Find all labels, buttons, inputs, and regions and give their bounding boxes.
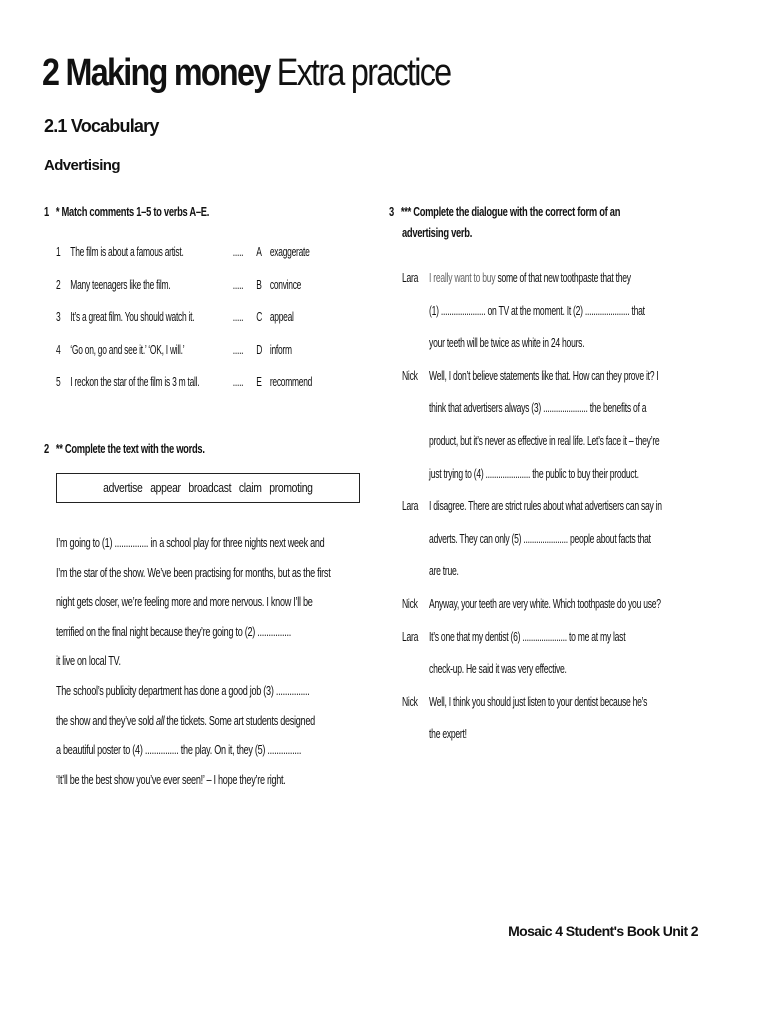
speaker-name: Nick	[402, 367, 418, 383]
match-n: 1	[56, 244, 61, 259]
dialogue-turn	[402, 686, 699, 751]
match-verb: convince	[269, 276, 302, 292]
match-n: 3	[56, 309, 61, 325]
dialogue-line: are true.	[429, 563, 459, 579]
exercise-1-heading: 1 * Match comments 1–5 to verbs A–E.	[44, 204, 210, 219]
dialogue-line: the expert!	[429, 726, 467, 742]
speaker-name: Nick	[402, 693, 418, 709]
word-box-words: advertise appear broadcast claim promoting	[103, 480, 313, 495]
match-row	[56, 342, 362, 375]
match-blank: .....	[232, 341, 244, 357]
dialogue-lines	[429, 490, 699, 588]
match-text: It’s a great film. You should watch it.	[70, 309, 195, 325]
match-verb: recommend	[269, 374, 313, 390]
dialogue-line: your teeth will be twice as white in 24 hours.	[429, 335, 585, 351]
match-verb: appeal	[269, 309, 294, 325]
match-text: Many teenagers like the film.	[70, 276, 171, 292]
match-blank: .....	[232, 244, 244, 259]
match-verb: inform	[269, 341, 292, 357]
dialogue-line: adverts. They can only (5) ..................... people about facts that	[429, 530, 651, 546]
match-letter: B	[256, 276, 262, 292]
text-line	[56, 706, 361, 736]
match-text: I reckon the star of the film is 3 m tall.	[70, 374, 200, 390]
match-row	[56, 244, 362, 277]
match-n: 2	[56, 276, 61, 292]
text-segment: I really want to buy	[429, 270, 496, 285]
word-box	[56, 473, 360, 503]
match-letter: C	[256, 309, 263, 325]
dialogue-line: I disagree. There are strict rules about what advertisers can say in	[429, 498, 662, 514]
dialogue-lines	[429, 621, 699, 686]
dialogue-line: product, but it’s never as effective in real life. Let’s face it – they’re	[429, 432, 660, 448]
dialogue-line	[429, 262, 699, 295]
dialogue-line: just trying to (4) ..................... the public to buy their product.	[429, 465, 639, 481]
match-letter: A	[256, 244, 262, 259]
speaker-name: Lara	[402, 498, 419, 514]
match-blank: .....	[232, 309, 244, 325]
text-line: terrified on the final night because they’re going to (2) ...............	[56, 623, 292, 639]
match-row	[56, 277, 362, 310]
dialogue-turn	[402, 621, 699, 686]
dialogue-line: think that advertisers always (3) ..................... the benefits of a	[429, 400, 647, 416]
dialogue-line: It’s one that my dentist (6) ..................... to me at my last	[429, 628, 626, 644]
match-n: 5	[56, 374, 61, 390]
text-segment: the show and they’ve sold	[56, 712, 156, 728]
text-line: night gets closer, we’re feeling more and more nervous. I know I’ll be	[56, 594, 313, 610]
speaker-name: Lara	[402, 628, 419, 644]
match-blank: .....	[232, 374, 244, 390]
dialogue-line: Well, I don’t believe statements like that. How can they prove it? I	[429, 367, 659, 383]
speaker-name: Nick	[402, 595, 418, 611]
subsection-heading: Advertising	[44, 157, 120, 174]
dialogue-lines	[429, 360, 699, 490]
text-segment: the tickets. Some art students designed	[164, 712, 315, 728]
text-line: The school’s publicity department has done a good job (3) ...............	[56, 682, 310, 698]
match-letter: E	[256, 374, 262, 390]
dialogue-lines	[429, 588, 699, 621]
match-letter: D	[256, 341, 263, 357]
match-verb: exaggerate	[269, 244, 310, 259]
text-line: I’m going to (1) ............... in a school play for three nights next week and	[56, 535, 325, 550]
dialogue-turn	[402, 360, 699, 490]
match-text: The film is about a famous artist.	[70, 244, 184, 259]
text-line: ‘It’ll be the best show you’ve ever seen!’ – I hope they’re right.	[56, 771, 286, 787]
page-title	[42, 52, 450, 95]
footer: Mosaic 4 Student's Book Unit 2	[508, 923, 698, 939]
exercise-3-heading: 3 *** Complete the dialogue with the correct form of an	[389, 204, 621, 219]
dialogue-line: Anyway, your teeth are very white. Which toothpaste do you use?	[429, 595, 661, 611]
section-heading: 2.1 Vocabulary	[44, 116, 159, 136]
match-row	[56, 309, 362, 342]
dialogue-line: Well, I think you should just listen to your dentist because he’s	[429, 693, 648, 709]
text-line: it live on local TV.	[56, 653, 121, 669]
text-line: I’m the star of the show. We’ve been practising for months, but as the first	[56, 564, 331, 580]
match-row	[56, 374, 362, 407]
dialogue-line: check-up. He said it was very effective.	[429, 661, 567, 677]
dialogue	[402, 262, 699, 751]
dialogue-lines	[429, 686, 699, 751]
dialogue-turn	[402, 588, 699, 621]
text-segment: all	[155, 712, 165, 728]
match-n: 4	[56, 341, 61, 357]
dialogue-line: (1) ..................... on TV at the moment. It (2) ..................... that	[429, 302, 645, 318]
speaker-name: Lara	[402, 270, 419, 285]
exercise-2-text	[56, 528, 361, 794]
match-list	[56, 244, 362, 407]
text-segment: some of that new toothpaste that they	[495, 270, 631, 285]
title-bold: 2 Making money	[42, 52, 270, 94]
exercise-2-heading: 2 ** Complete the text with the words.	[44, 441, 205, 456]
dialogue-lines	[429, 262, 699, 360]
match-blank: .....	[232, 276, 244, 292]
title-rest: Extra practice	[269, 52, 451, 94]
match-text: ‘Go on, go and see it.’ ‘OK, I will.’	[70, 341, 185, 357]
dialogue-turn	[402, 490, 699, 588]
text-line: a beautiful poster to (4) ............... the play. On it, they (5) ...............	[56, 742, 302, 758]
dialogue-turn	[402, 262, 699, 360]
exercise-3-heading-cont: advertising verb.	[402, 225, 473, 240]
